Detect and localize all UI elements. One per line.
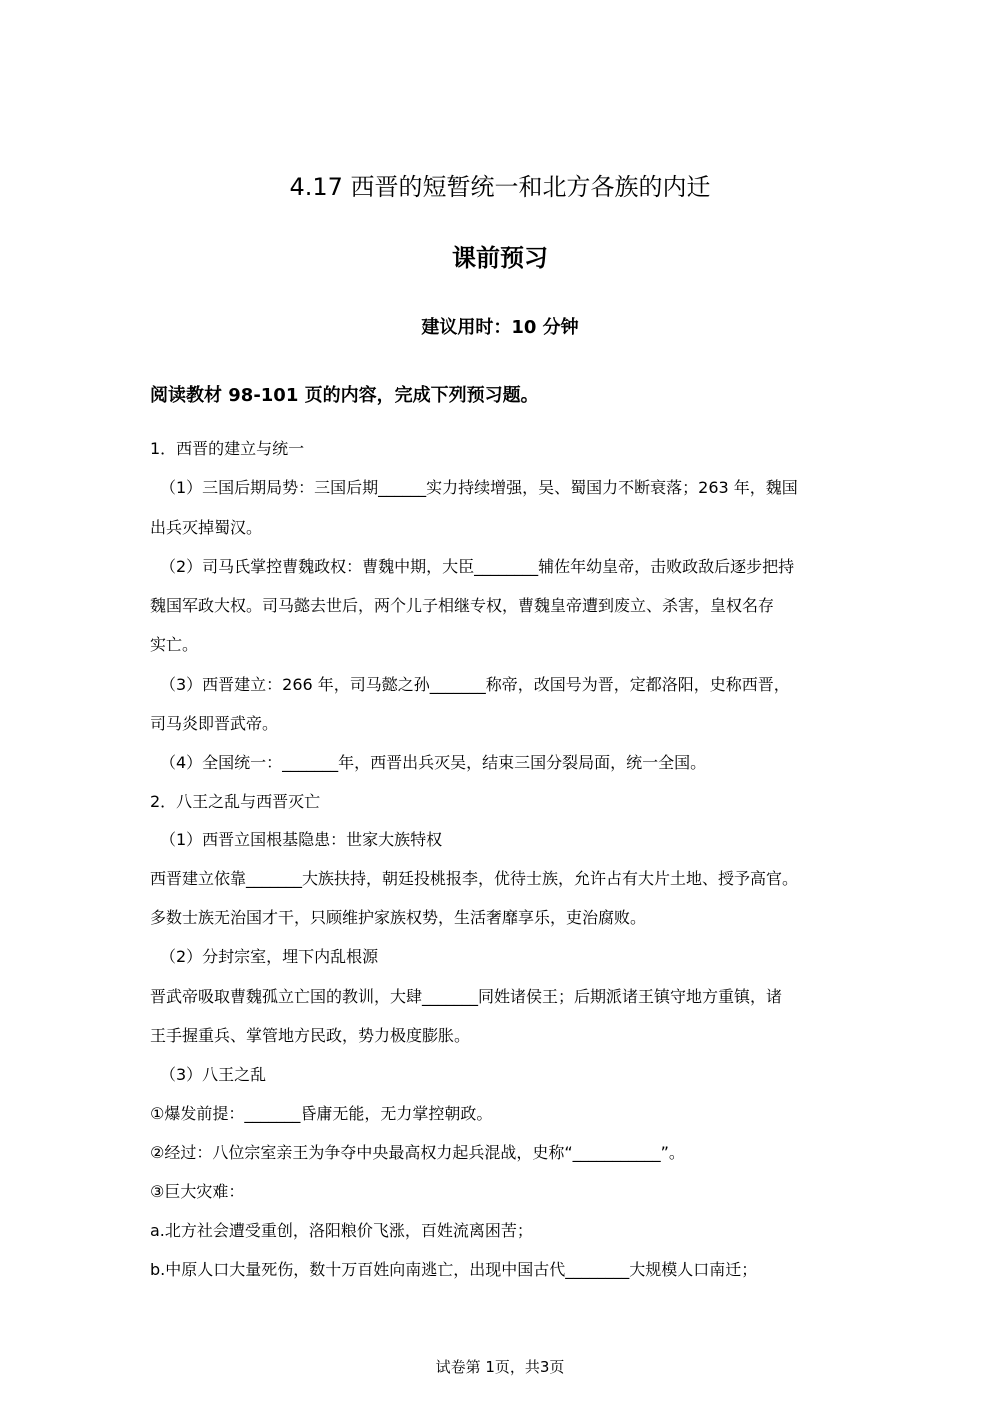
question-line: （3）西晋建立：266 年，司马懿之孙_______称帝，改国号为晋，定都洛阳，史称西晋， — [160, 675, 790, 694]
question-line: ②经过：八位宗室亲王为争夺中央最高权力起兵混战，史称“___________”。 — [150, 1143, 685, 1162]
question-line: （1）西晋立国根基隐患：世家大族特权 — [160, 830, 443, 849]
question-line: （2）司马氏掌控曹魏政权：曹魏中期，大臣________辅佐年幼皇帝，击败政敌后逐步把持 — [160, 557, 795, 576]
question-line: 西晋建立依靠_______大族扶持，朝廷投桃报李，优待士族，允许占有大片土地、授予高官。 — [150, 869, 799, 888]
question-line: 王手握重兵、掌管地方民政，势力极度膨胀。 — [150, 1026, 471, 1045]
question-line: （2）分封宗室，埋下内乱根源 — [160, 947, 379, 966]
section-subtitle: 课前预习 — [452, 244, 548, 272]
question-heading-2: 2．八王之乱与西晋灭亡 — [150, 792, 321, 811]
document-title: 4.17 西晋的短暂统一和北方各族的内迁 — [289, 173, 711, 201]
question-line: a.北方社会遭受重创，洛阳粮价飞涨，百姓流离困苦； — [150, 1221, 533, 1240]
question-line: （1）三国后期局势：三国后期______实力持续增强，吴、蜀国力不断衰落；263 年，魏国 — [160, 478, 798, 497]
suggested-time: 建议用时：10 分钟 — [421, 317, 579, 338]
question-line: （3）八王之乱 — [160, 1065, 267, 1084]
question-heading-1: 1．西晋的建立与统一 — [150, 439, 305, 458]
reading-instruction: 阅读教材 98-101 页的内容，完成下列预习题。 — [150, 385, 539, 406]
question-line: 出兵灭掉蜀汉。 — [150, 518, 263, 537]
question-line: ③巨大灾难： — [150, 1182, 245, 1201]
question-line: 晋武帝吸取曹魏孤立亡国的教训，大肆_______同姓诸侯王；后期派诸王镇守地方重镇，诸 — [150, 987, 783, 1006]
question-line: 实亡。 — [150, 635, 199, 654]
question-line: 魏国军政大权。司马懿去世后，两个儿子相继专权，曹魏皇帝遭到废立、杀害，皇权名存 — [150, 596, 775, 615]
question-line: 多数士族无治国才干，只顾维护家族权势，生活奢靡享乐，吏治腐败。 — [150, 908, 647, 927]
question-line: （4）全国统一：_______年，西晋出兵灭吴，结束三国分裂局面，统一全国。 — [160, 753, 707, 772]
question-line: ①爆发前提：_______昏庸无能，无力掌控朝政。 — [150, 1104, 493, 1123]
question-line: 司马炎即晋武帝。 — [150, 714, 279, 733]
page-footer: 试卷第 1页，共3页 — [435, 1358, 565, 1376]
question-line: b.中原人口大量死伤，数十万百姓向南逃亡，出现中国古代________大规模人口南迁； — [150, 1260, 758, 1279]
